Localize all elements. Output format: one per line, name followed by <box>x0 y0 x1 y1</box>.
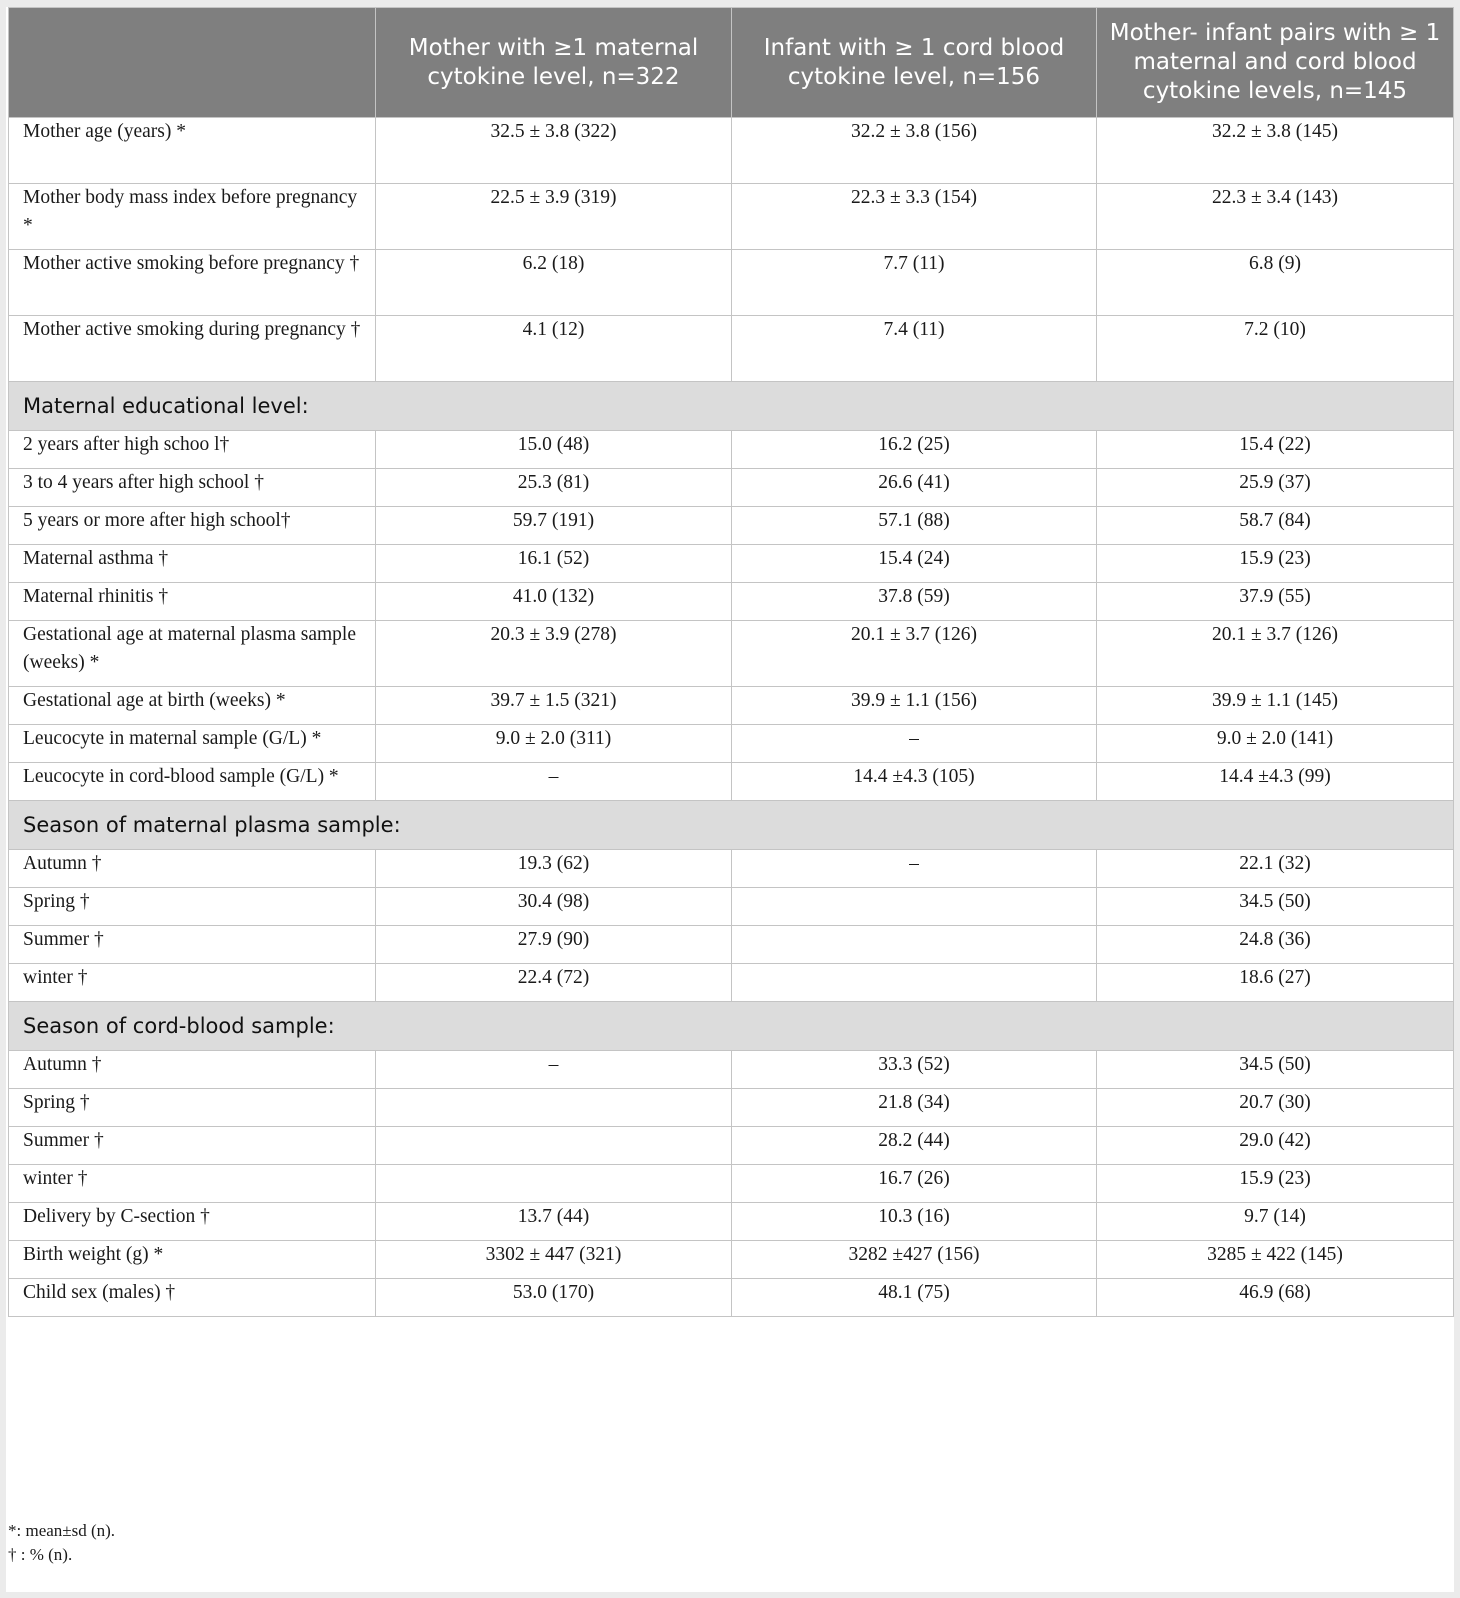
row-label: 5 years or more after high school† <box>9 507 376 545</box>
value-cell: 22.3 ± 3.3 (154) <box>732 184 1097 250</box>
value-cell <box>732 964 1097 1002</box>
value-cell: – <box>376 763 732 801</box>
row-label: 2 years after high schoo l† <box>9 431 376 469</box>
value-cell: 32.2 ± 3.8 (145) <box>1097 118 1454 184</box>
value-cell: 10.3 (16) <box>732 1203 1097 1241</box>
value-cell <box>376 1165 732 1203</box>
header-cell-mothers: Mother with ≥1 maternal cytokine level, n=322 <box>376 8 732 118</box>
value-cell: 59.7 (191) <box>376 507 732 545</box>
value-cell: 15.9 (23) <box>1097 545 1454 583</box>
value-cell: 25.9 (37) <box>1097 469 1454 507</box>
row-label: Gestational age at maternal plasma sample (weeks) * <box>9 621 376 687</box>
value-cell <box>376 1127 732 1165</box>
table-row <box>9 1241 1454 1279</box>
table-row <box>9 1089 1454 1127</box>
table-header-row <box>9 8 1454 118</box>
value-cell: 46.9 (68) <box>1097 1279 1454 1317</box>
row-label: Mother active smoking during pregnancy † <box>9 316 376 382</box>
value-cell: 4.1 (12) <box>376 316 732 382</box>
value-cell: 33.3 (52) <box>732 1051 1097 1089</box>
value-cell: 3285 ± 422 (145) <box>1097 1241 1454 1279</box>
table-row <box>9 469 1454 507</box>
table-row <box>9 888 1454 926</box>
table-row <box>9 687 1454 725</box>
value-cell: 37.9 (55) <box>1097 583 1454 621</box>
footnote-mean-sd: *: mean±sd (n). <box>8 1521 116 1540</box>
row-label: winter † <box>9 1165 376 1203</box>
value-cell: 25.3 (81) <box>376 469 732 507</box>
value-cell: 53.0 (170) <box>376 1279 732 1317</box>
value-cell: 15.0 (48) <box>376 431 732 469</box>
value-cell: – <box>732 725 1097 763</box>
table-row <box>9 184 1454 250</box>
table-footnotes <box>8 1519 115 1567</box>
row-label: Summer † <box>9 926 376 964</box>
row-label: 3 to 4 years after high school † <box>9 469 376 507</box>
section-heading: Season of maternal plasma sample: <box>9 801 1454 850</box>
value-cell: 20.3 ± 3.9 (278) <box>376 621 732 687</box>
value-cell: – <box>732 850 1097 888</box>
value-cell: 32.5 ± 3.8 (322) <box>376 118 732 184</box>
value-cell: 6.2 (18) <box>376 250 732 316</box>
value-cell: 21.8 (34) <box>732 1089 1097 1127</box>
value-cell: 15.4 (22) <box>1097 431 1454 469</box>
value-cell: 13.7 (44) <box>376 1203 732 1241</box>
value-cell: 27.9 (90) <box>376 926 732 964</box>
value-cell: 39.9 ± 1.1 (145) <box>1097 687 1454 725</box>
value-cell: 30.4 (98) <box>376 888 732 926</box>
table-row <box>9 621 1454 687</box>
table-body <box>9 118 1454 1317</box>
table-row <box>9 118 1454 184</box>
characteristics-table <box>8 7 1454 1317</box>
value-cell: 41.0 (132) <box>376 583 732 621</box>
value-cell: 22.1 (32) <box>1097 850 1454 888</box>
table-row <box>9 507 1454 545</box>
table-row <box>9 850 1454 888</box>
value-cell: 7.2 (10) <box>1097 316 1454 382</box>
value-cell <box>732 888 1097 926</box>
value-cell: 9.7 (14) <box>1097 1203 1454 1241</box>
value-cell: 3282 ±427 (156) <box>732 1241 1097 1279</box>
section-row <box>9 1002 1454 1051</box>
value-cell: 16.2 (25) <box>732 431 1097 469</box>
table-row <box>9 1051 1454 1089</box>
value-cell: 9.0 ± 2.0 (311) <box>376 725 732 763</box>
table-row <box>9 763 1454 801</box>
section-row <box>9 382 1454 431</box>
value-cell: 16.7 (26) <box>732 1165 1097 1203</box>
row-label: Mother age (years) * <box>9 118 376 184</box>
table-row <box>9 583 1454 621</box>
value-cell <box>732 926 1097 964</box>
value-cell: 18.6 (27) <box>1097 964 1454 1002</box>
value-cell: 32.2 ± 3.8 (156) <box>732 118 1097 184</box>
row-label: Summer † <box>9 1127 376 1165</box>
value-cell: 19.3 (62) <box>376 850 732 888</box>
value-cell: 26.6 (41) <box>732 469 1097 507</box>
value-cell: 6.8 (9) <box>1097 250 1454 316</box>
table-row <box>9 926 1454 964</box>
value-cell: 14.4 ±4.3 (105) <box>732 763 1097 801</box>
value-cell: 22.3 ± 3.4 (143) <box>1097 184 1454 250</box>
header-cell-empty <box>9 8 376 118</box>
table-row <box>9 250 1454 316</box>
value-cell: 22.4 (72) <box>376 964 732 1002</box>
value-cell: 39.7 ± 1.5 (321) <box>376 687 732 725</box>
value-cell: – <box>376 1051 732 1089</box>
row-label: Maternal asthma † <box>9 545 376 583</box>
value-cell: 20.7 (30) <box>1097 1089 1454 1127</box>
table-page <box>6 7 1454 1592</box>
value-cell: 28.2 (44) <box>732 1127 1097 1165</box>
table-row <box>9 545 1454 583</box>
value-cell <box>376 1089 732 1127</box>
row-label: Mother body mass index before pregnancy * <box>9 184 376 250</box>
section-heading: Season of cord-blood sample: <box>9 1002 1454 1051</box>
row-label: Maternal rhinitis † <box>9 583 376 621</box>
footnote-percent: † : % (n). <box>8 1545 73 1564</box>
row-label: Birth weight (g) * <box>9 1241 376 1279</box>
value-cell: 9.0 ± 2.0 (141) <box>1097 725 1454 763</box>
row-label: Leucocyte in cord-blood sample (G/L) * <box>9 763 376 801</box>
table-row <box>9 431 1454 469</box>
value-cell: 34.5 (50) <box>1097 888 1454 926</box>
value-cell: 29.0 (42) <box>1097 1127 1454 1165</box>
table-row <box>9 725 1454 763</box>
value-cell: 34.5 (50) <box>1097 1051 1454 1089</box>
table-row <box>9 316 1454 382</box>
table-row <box>9 1165 1454 1203</box>
row-label: Leucocyte in maternal sample (G/L) * <box>9 725 376 763</box>
table-row <box>9 964 1454 1002</box>
row-label: Autumn † <box>9 1051 376 1089</box>
value-cell: 20.1 ± 3.7 (126) <box>1097 621 1454 687</box>
value-cell: 24.8 (36) <box>1097 926 1454 964</box>
table-row <box>9 1279 1454 1317</box>
row-label: Autumn † <box>9 850 376 888</box>
value-cell: 7.4 (11) <box>732 316 1097 382</box>
value-cell: 20.1 ± 3.7 (126) <box>732 621 1097 687</box>
row-label: Spring † <box>9 1089 376 1127</box>
row-label: Mother active smoking before pregnancy † <box>9 250 376 316</box>
value-cell: 3302 ± 447 (321) <box>376 1241 732 1279</box>
value-cell: 57.1 (88) <box>732 507 1097 545</box>
table-row <box>9 1203 1454 1241</box>
section-row <box>9 801 1454 850</box>
row-label: Gestational age at birth (weeks) * <box>9 687 376 725</box>
value-cell: 14.4 ±4.3 (99) <box>1097 763 1454 801</box>
value-cell: 15.4 (24) <box>732 545 1097 583</box>
row-label: Delivery by C-section † <box>9 1203 376 1241</box>
row-label: Child sex (males) † <box>9 1279 376 1317</box>
value-cell: 39.9 ± 1.1 (156) <box>732 687 1097 725</box>
row-label: winter † <box>9 964 376 1002</box>
value-cell: 37.8 (59) <box>732 583 1097 621</box>
value-cell: 15.9 (23) <box>1097 1165 1454 1203</box>
row-label: Spring † <box>9 888 376 926</box>
value-cell: 16.1 (52) <box>376 545 732 583</box>
value-cell: 58.7 (84) <box>1097 507 1454 545</box>
header-cell-infants: Infant with ≥ 1 cord blood cytokine level, n=156 <box>732 8 1097 118</box>
header-cell-pairs: Mother- infant pairs with ≥ 1 maternal and cord blood cytokine levels, n=145 <box>1097 8 1454 118</box>
value-cell: 48.1 (75) <box>732 1279 1097 1317</box>
value-cell: 7.7 (11) <box>732 250 1097 316</box>
value-cell: 22.5 ± 3.9 (319) <box>376 184 732 250</box>
section-heading: Maternal educational level: <box>9 382 1454 431</box>
table-row <box>9 1127 1454 1165</box>
